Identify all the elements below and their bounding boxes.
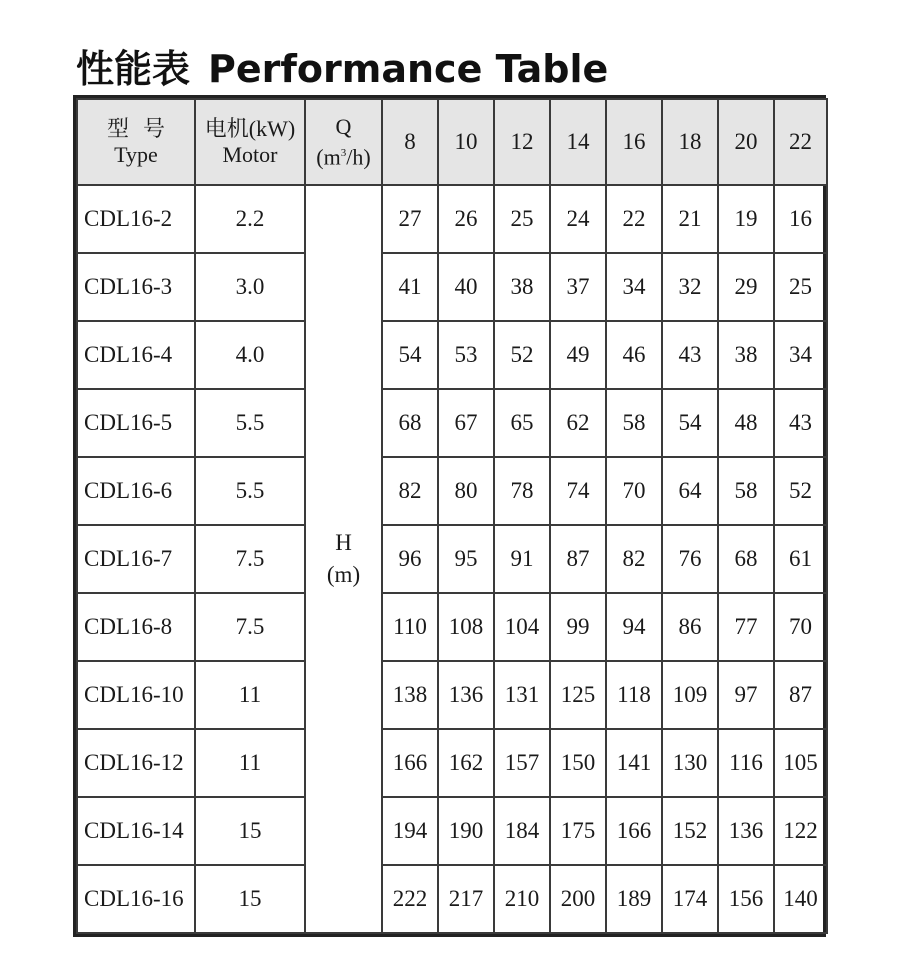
- table-row: [77, 321, 827, 389]
- motor-cell: 2.2: [195, 185, 305, 253]
- type-cell: CDL16-10: [77, 661, 195, 729]
- header-flow-20: 20: [718, 99, 774, 185]
- head-value-cell: 95: [438, 525, 494, 593]
- head-value-cell: 174: [662, 865, 718, 933]
- head-value-cell: 140: [774, 865, 827, 933]
- head-value-cell: 21: [662, 185, 718, 253]
- head-value-cell: 34: [606, 253, 662, 321]
- type-cell: CDL16-2: [77, 185, 195, 253]
- head-value-cell: 108: [438, 593, 494, 661]
- head-value-cell: 52: [774, 457, 827, 525]
- motor-cell: 4.0: [195, 321, 305, 389]
- head-label: H: [335, 530, 352, 555]
- head-value-cell: 43: [774, 389, 827, 457]
- head-value-cell: 189: [606, 865, 662, 933]
- header-flow-rate: Q $(m^3/h)$: [305, 99, 382, 185]
- head-value-cell: 190: [438, 797, 494, 865]
- table-row: [77, 661, 827, 729]
- header-flow-16: 16: [606, 99, 662, 185]
- head-value-cell: 68: [382, 389, 438, 457]
- table-row: [77, 797, 827, 865]
- head-value-cell: 122: [774, 797, 827, 865]
- head-value-cell: 82: [382, 457, 438, 525]
- head-value-cell: 65: [494, 389, 550, 457]
- header-flow-22: 22: [774, 99, 827, 185]
- page-title: [76, 38, 608, 93]
- head-value-cell: 97: [718, 661, 774, 729]
- head-value-cell: 80: [438, 457, 494, 525]
- header-flow-12: 12: [494, 99, 550, 185]
- head-value-cell: 152: [662, 797, 718, 865]
- head-value-cell: 49: [550, 321, 606, 389]
- head-value-cell: 94: [606, 593, 662, 661]
- header-type: 型 号 Type: [77, 99, 195, 185]
- head-value-cell: 25: [494, 185, 550, 253]
- head-value-cell: 138: [382, 661, 438, 729]
- head-value-cell: 200: [550, 865, 606, 933]
- head-value-cell: 26: [438, 185, 494, 253]
- head-value-cell: 166: [606, 797, 662, 865]
- motor-cell: 15: [195, 865, 305, 933]
- head-value-cell: 217: [438, 865, 494, 933]
- head-value-cell: 58: [718, 457, 774, 525]
- type-cell: CDL16-7: [77, 525, 195, 593]
- head-value-cell: 110: [382, 593, 438, 661]
- head-value-cell: 131: [494, 661, 550, 729]
- head-unit: (m): [326, 562, 361, 587]
- type-cell: CDL16-14: [77, 797, 195, 865]
- head-value-cell: 78: [494, 457, 550, 525]
- motor-cell: 5.5: [195, 389, 305, 457]
- head-value-cell: 125: [550, 661, 606, 729]
- head-value-cell: 76: [662, 525, 718, 593]
- motor-cell: 7.5: [195, 525, 305, 593]
- header-flow-18: 18: [662, 99, 718, 185]
- motor-cell: 11: [195, 661, 305, 729]
- head-value-cell: 54: [382, 321, 438, 389]
- head-value-cell: 61: [774, 525, 827, 593]
- head-value-cell: 38: [718, 321, 774, 389]
- type-cell: CDL16-3: [77, 253, 195, 321]
- header-motor: 电机(kW) Motor: [195, 99, 305, 185]
- header-flow-10: 10: [438, 99, 494, 185]
- head-value-cell: 40: [438, 253, 494, 321]
- head-value-cell: 67: [438, 389, 494, 457]
- performance-table: [76, 98, 828, 934]
- head-value-cell: 150: [550, 729, 606, 797]
- head-value-cell: 116: [718, 729, 774, 797]
- head-value-cell: 74: [550, 457, 606, 525]
- head-value-cell: 25: [774, 253, 827, 321]
- head-value-cell: 19: [718, 185, 774, 253]
- head-value-cell: 41: [382, 253, 438, 321]
- head-value-cell: 22: [606, 185, 662, 253]
- head-value-cell: 166: [382, 729, 438, 797]
- motor-cell: 11: [195, 729, 305, 797]
- head-value-cell: 43: [662, 321, 718, 389]
- head-value-cell: 136: [718, 797, 774, 865]
- head-value-cell: 86: [662, 593, 718, 661]
- type-cell: CDL16-4: [77, 321, 195, 389]
- motor-cell: 15: [195, 797, 305, 865]
- motor-cell: 7.5: [195, 593, 305, 661]
- head-value-cell: 52: [494, 321, 550, 389]
- type-cell: CDL16-16: [77, 865, 195, 933]
- type-cell: CDL16-8: [77, 593, 195, 661]
- head-value-cell: 48: [718, 389, 774, 457]
- head-value-cell: 32: [662, 253, 718, 321]
- head-value-cell: 87: [774, 661, 827, 729]
- head-value-cell: 210: [494, 865, 550, 933]
- head-value-cell: 175: [550, 797, 606, 865]
- table-row: [77, 729, 827, 797]
- head-value-cell: 53: [438, 321, 494, 389]
- head-value-cell: 141: [606, 729, 662, 797]
- head-value-cell: 62: [550, 389, 606, 457]
- motor-cell: 5.5: [195, 457, 305, 525]
- head-value-cell: 87: [550, 525, 606, 593]
- table-row: [77, 185, 827, 253]
- head-value-cell: 222: [382, 865, 438, 933]
- head-value-cell: 68: [718, 525, 774, 593]
- table-row: [77, 593, 827, 661]
- head-value-cell: 37: [550, 253, 606, 321]
- head-value-cell: 109: [662, 661, 718, 729]
- head-value-cell: 38: [494, 253, 550, 321]
- table-body: [77, 185, 827, 933]
- head-value-cell: 70: [606, 457, 662, 525]
- head-value-cell: 157: [494, 729, 550, 797]
- header-flow-8: 8: [382, 99, 438, 185]
- head-value-cell: 105: [774, 729, 827, 797]
- head-value-cell: 130: [662, 729, 718, 797]
- head-value-cell: 82: [606, 525, 662, 593]
- head-value-cell: 29: [718, 253, 774, 321]
- head-value-cell: 136: [438, 661, 494, 729]
- table-row: [77, 525, 827, 593]
- type-cell: CDL16-6: [77, 457, 195, 525]
- head-value-cell: 91: [494, 525, 550, 593]
- table-row: [77, 865, 827, 933]
- head-value-cell: 27: [382, 185, 438, 253]
- head-value-cell: 46: [606, 321, 662, 389]
- page-title-zh: 性能表: [76, 47, 191, 91]
- table-row: [77, 389, 827, 457]
- type-cell: CDL16-5: [77, 389, 195, 457]
- head-value-cell: 194: [382, 797, 438, 865]
- head-value-cell: 104: [494, 593, 550, 661]
- type-cell: CDL16-12: [77, 729, 195, 797]
- head-value-cell: 24: [550, 185, 606, 253]
- head-value-cell: 16: [774, 185, 827, 253]
- head-value-cell: 64: [662, 457, 718, 525]
- head-value-cell: 96: [382, 525, 438, 593]
- head-label-cell: [305, 185, 382, 933]
- head-value-cell: 54: [662, 389, 718, 457]
- table-row: [77, 457, 827, 525]
- head-value-cell: 77: [718, 593, 774, 661]
- motor-cell: 3.0: [195, 253, 305, 321]
- head-value-cell: 156: [718, 865, 774, 933]
- head-value-cell: 34: [774, 321, 827, 389]
- head-value-cell: 184: [494, 797, 550, 865]
- head-value-cell: 58: [606, 389, 662, 457]
- head-value-cell: 70: [774, 593, 827, 661]
- head-value-cell: 118: [606, 661, 662, 729]
- head-value-cell: 99: [550, 593, 606, 661]
- performance-table-frame: [73, 95, 826, 937]
- head-value-cell: 162: [438, 729, 494, 797]
- page-title-en: Performance Table: [208, 47, 609, 91]
- table-row: [77, 253, 827, 321]
- header-flow-14: 14: [550, 99, 606, 185]
- header-row: [77, 99, 827, 185]
